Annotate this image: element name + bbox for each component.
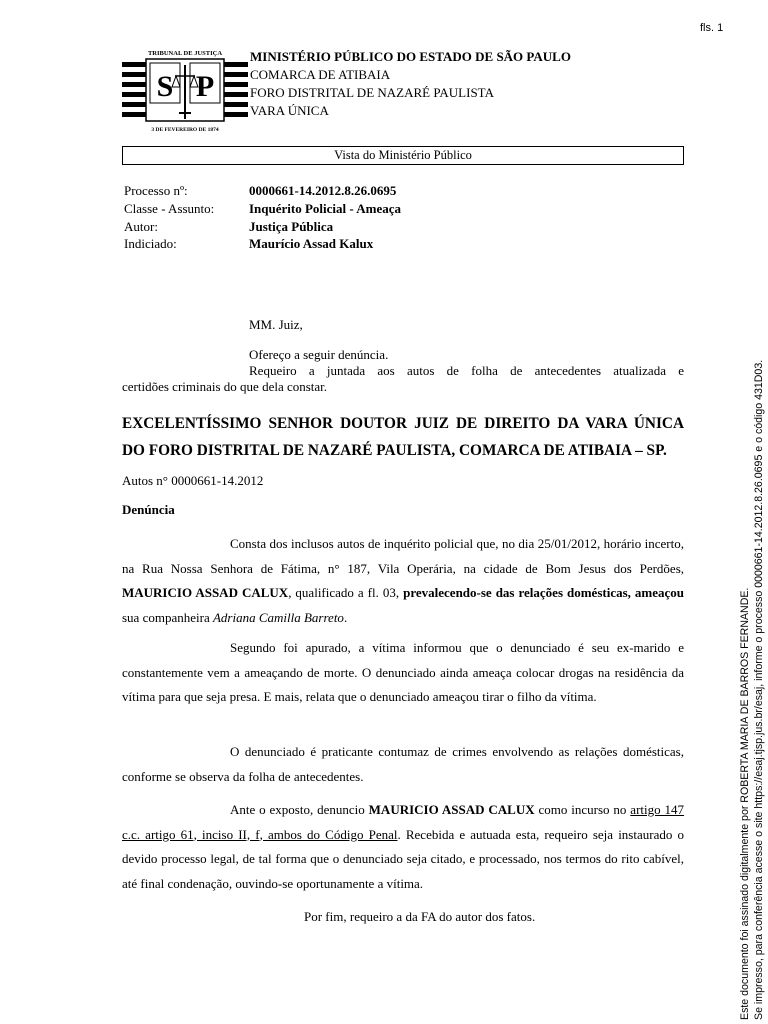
p4-defendant-name: MAURICIO ASSAD CALUX	[368, 802, 535, 817]
classe-label: Classe - Assunto:	[124, 201, 215, 216]
p1-bold-text: prevalecendo-se das relações domésticas, ameaçou	[403, 585, 685, 600]
paragraph-final-request: Por fim, requeiro a da FA do autor dos fatos.	[304, 909, 536, 924]
indiciado-label: Indiciado:	[124, 236, 177, 251]
header-comarca: COMARCA DE ATIBAIA	[250, 67, 391, 82]
p1-defendant-name: MAURICIO ASSAD CALUX	[122, 585, 289, 600]
p3-text: O denunciado é praticante contumaz de crimes envolvendo as relações domésticas, conforme se observa da folha de antecedentes.	[122, 744, 684, 784]
p1-text-c: sua companheira	[122, 609, 213, 625]
court-seal-logo	[122, 45, 248, 135]
seal-bottom-text: 3 DE FEVEREIRO DE 1874	[151, 127, 219, 133]
request-text-cont: certidões criminais do que dela constar.	[122, 379, 328, 394]
autor-value: Justiça Pública	[249, 219, 334, 234]
seal-letter-p: P	[195, 70, 215, 103]
salutation: MM. Juiz,	[249, 317, 303, 332]
p4-text-c: . Recebida e autuada esta, requeiro seja instaurado o devido processo legal, de tal forma que o denunciado seja citado, e processado, nos termos do rito cabível, até final condenação, ouvindo-se oportunamente a vítima.	[122, 826, 684, 891]
p1-text-b: , qualificado a fl. 03,	[288, 585, 404, 600]
signature-line-2: Se impresso, para conferência acesse o site https://esaj.tjsp.jus.br/esaj, informe o processo 0000661-14.2012.8.26.0695 e o código 431D03.	[753, 359, 765, 1020]
signature-line-1: Este documento foi assinado digitalmente por ROBERTA MARIA DE BARROS FERNANDE.	[739, 587, 751, 1020]
addressee	[122, 410, 684, 464]
page-number: fls. 1	[700, 22, 724, 34]
p4-text-a: Ante o exposto, denuncio	[230, 802, 369, 817]
seal-top-text: TRIBUNAL DE JUSTIÇA	[147, 50, 223, 57]
paragraph-charges	[122, 798, 684, 896]
processo-label: Processo nº:	[124, 183, 188, 198]
p2-text: Segundo foi apurado, a vítima informou que o denunciado é seu ex-marido e constantemente vem a ameaçando de morte. O denunciado ainda ameaça colocar drogas na residência da vítima para que seja presa. E mais, relata que o denunciado ameaçou tirar o filho da vítima.	[122, 640, 684, 704]
autos-number: Autos n° 0000661-14.2012	[122, 473, 264, 488]
p1-text-a: Consta dos inclusos autos de inquérito policial que, no dia 25/01/2012, horário incerto, na Rua Nossa Senhora de Fátima, n° 187, Vila Operária, na cidade de Bom Jesus dos Perdões,	[122, 536, 684, 576]
addressee-line-1: EXCELENTÍSSIMO SENHOR DOUTOR JUIZ DE DIREITO DA VARA ÚNICA	[122, 415, 684, 432]
paragraph-investigation	[122, 636, 684, 710]
paragraph-facts	[122, 532, 684, 630]
p4-law-citation: artigo 147 c.c. artigo 61, inciso II, f, ambos do Código Penal	[122, 802, 685, 842]
seal-letter-s: S	[156, 70, 174, 103]
indiciado-value: Maurício Assad Kalux	[249, 236, 374, 251]
offer-text: Ofereço a seguir denúncia.	[249, 347, 389, 362]
addressee-line-2: DO FORO DISTRITAL DE NAZARÉ PAULISTA, COMARCA DE ATIBAIA – SP.	[122, 442, 667, 459]
header-foro: FORO DISTRITAL DE NAZARÉ PAULISTA	[250, 85, 494, 100]
processo-value: 0000661-14.2012.8.26.0695	[249, 183, 397, 198]
header-institution: MINISTÉRIO PÚBLICO DO ESTADO DE SÃO PAULO	[250, 49, 571, 64]
classe-value: Inquérito Policial - Ameaça	[249, 201, 402, 216]
denuncia-heading: Denúncia	[122, 502, 175, 517]
paragraph-antecedents	[122, 740, 684, 789]
p1-victim-name: Adriana Camilla Barreto	[212, 609, 344, 625]
digital-signature-note	[738, 20, 766, 1020]
autor-label: Autor:	[124, 219, 158, 234]
p4-text-b: como incurso no	[534, 802, 631, 817]
p1-text-d: .	[343, 609, 348, 625]
request-text: Requeiro a juntada aos autos de folha de antecedentes atualizada e	[249, 363, 684, 378]
vista-title-box: Vista do Ministério Público	[122, 146, 684, 165]
header-vara: VARA ÚNICA	[250, 103, 329, 118]
